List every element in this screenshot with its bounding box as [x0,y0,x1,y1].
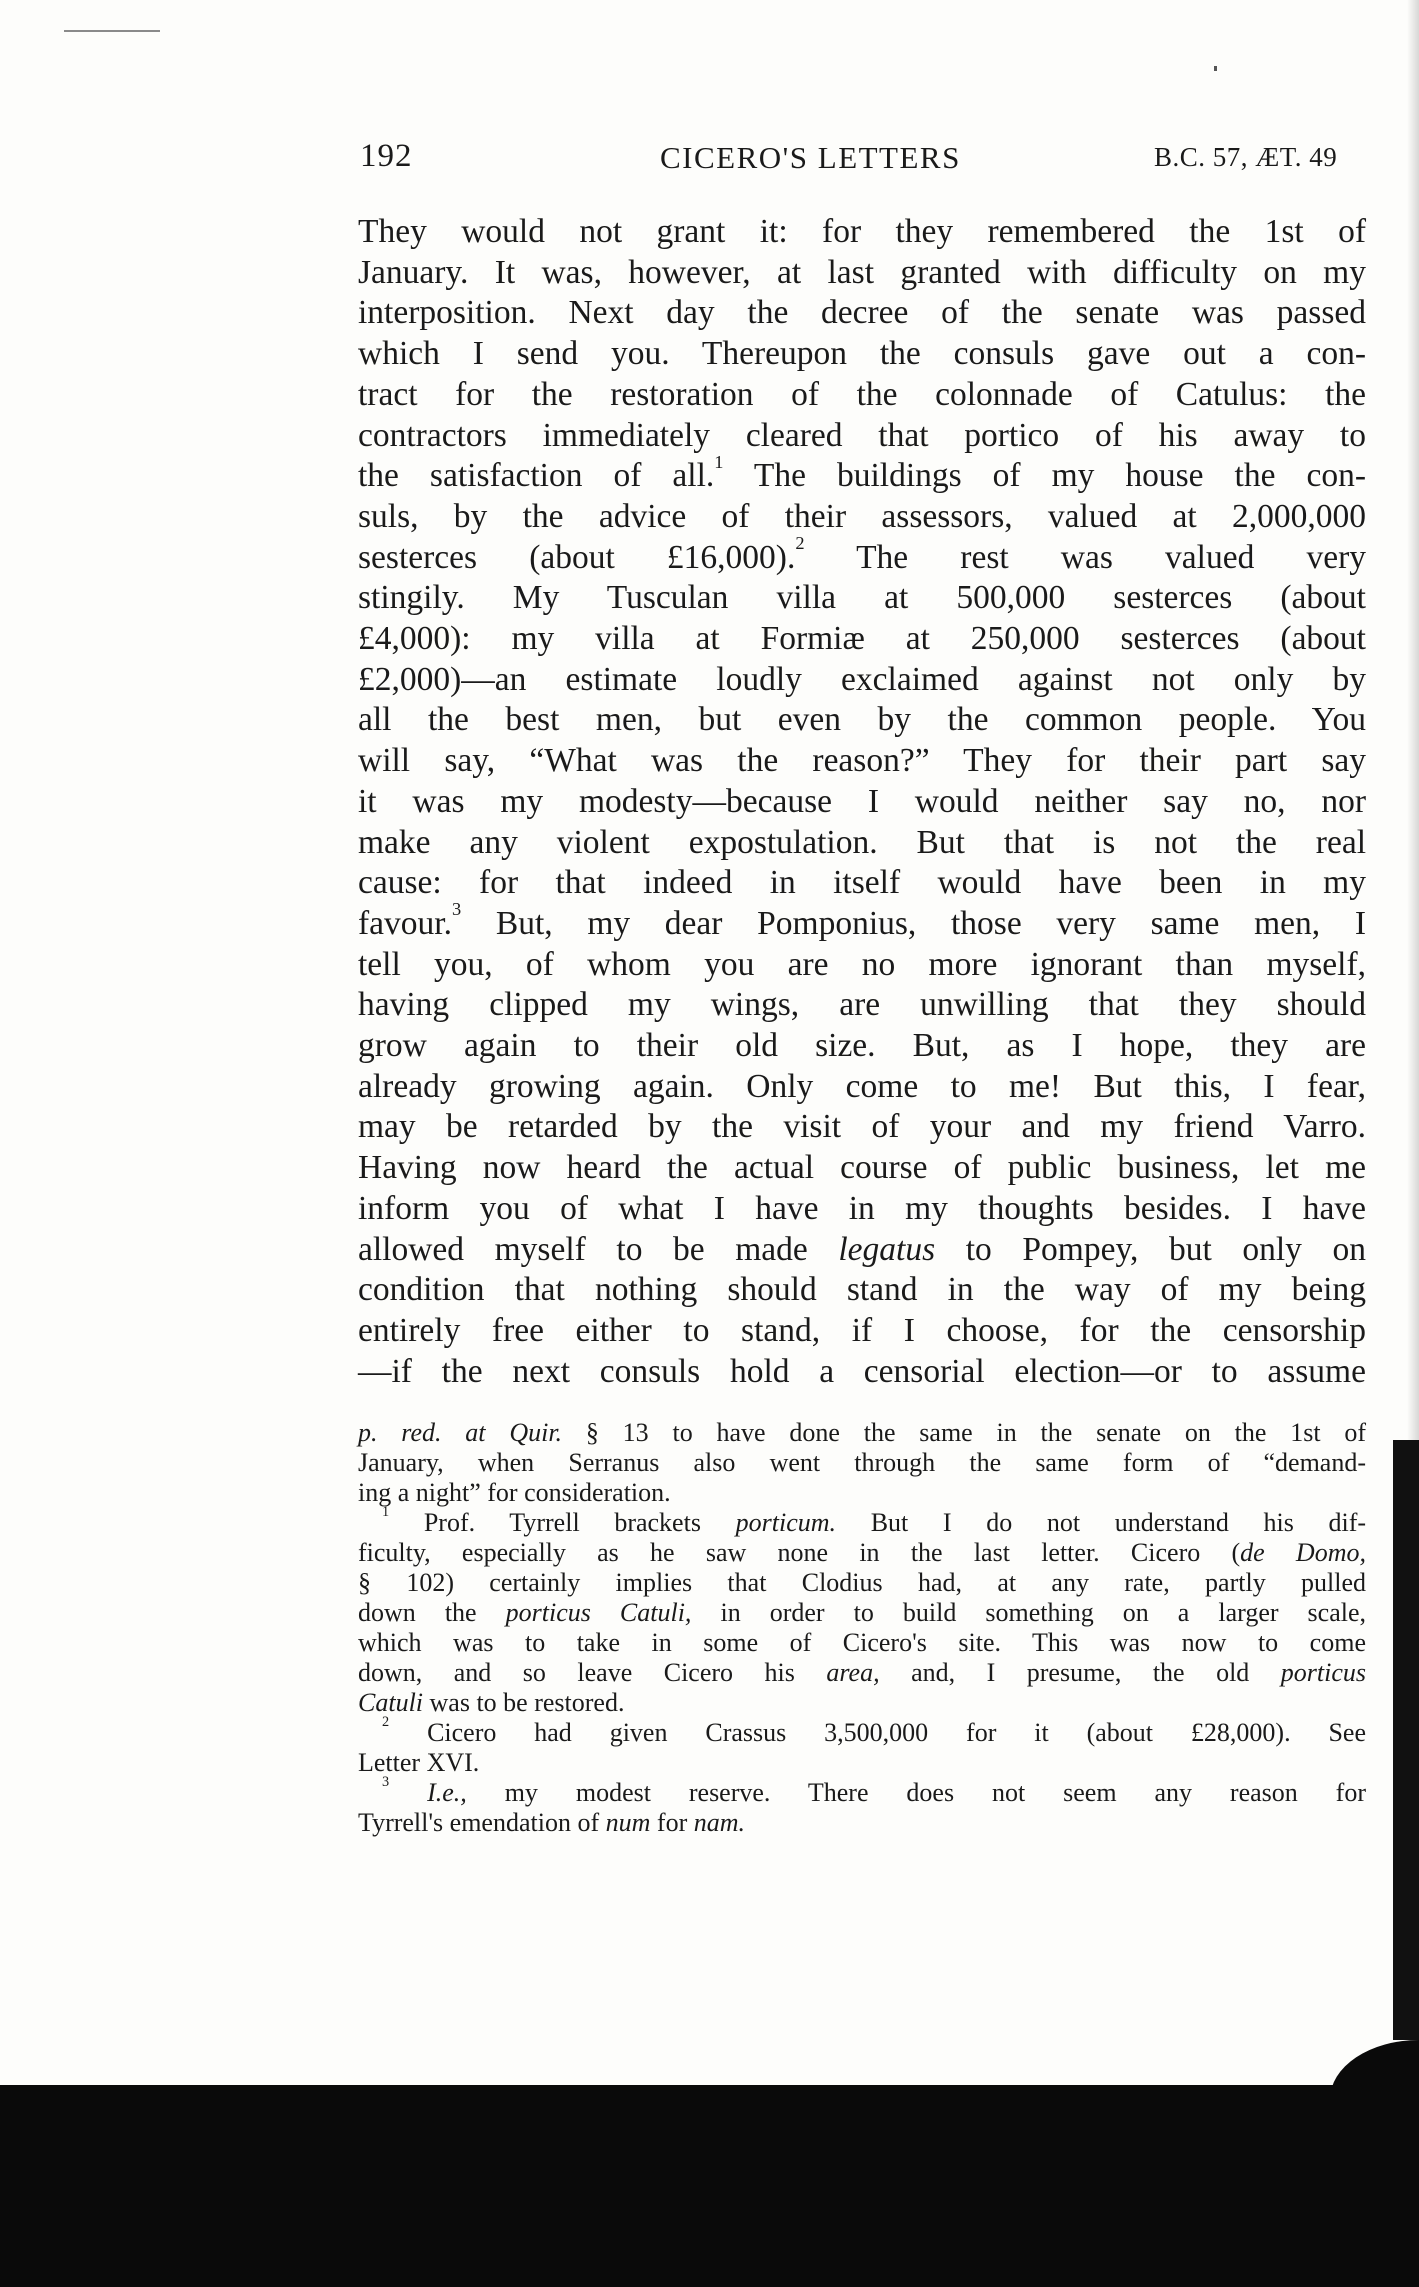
text-fragment: down, and so leave Cicero his [358,1658,795,1687]
text-line: grow again to their old size. But, as I hope, they are [358,1027,1366,1065]
footnote-line: which was to take in some of Cicero's site. This was now to come [358,1628,1366,1657]
book-title: CICERO'S LETTERS [660,140,961,175]
text-fragment: The rest was valued very [856,538,1367,576]
text-line: which I send you. Thereupon the consuls gave out a con- [358,335,1366,373]
text-fragment: favour. [358,904,452,942]
running-header [360,138,1400,184]
text-fragment: and, I presume, the old [911,1658,1250,1687]
footnote-marker: 3 [382,1774,390,1791]
footnote-line [358,1774,1366,1808]
footnote-continued [358,1418,1366,1508]
text-line [358,899,1366,945]
text-line [358,1230,1366,1271]
footnote-1 [358,1504,1367,1718]
text-line: condition that nothing should stand in the way of my being [358,1271,1366,1309]
text-fragment: sesterces (about £16,000). [358,538,796,576]
footnote-marker: 1 [382,1504,390,1521]
italic-term: porticus [1280,1658,1367,1687]
italic-term: num [605,1808,651,1837]
text-line: it was my modesty—because I would neither say no, nor [358,782,1366,820]
text-line: already growing again. Only come to me! But this, I fear, [358,1067,1366,1105]
footnote-line [358,1714,1367,1748]
main-text [358,212,1366,1392]
italic-term: porticus Catuli, [505,1598,692,1627]
text-fragment: But I do not understand his dif- [870,1508,1367,1537]
text-fragment: the satisfaction of all. [358,457,715,495]
scan-edge-bar [1393,1440,1419,2040]
text-fragment: The buildings of my house the con- [753,457,1366,495]
text-line: tract for the restoration of the colonnade of Catulus: the [358,375,1366,413]
footnote-marker: 2 [382,1714,390,1731]
footnote-line: ing a night” for consideration. [358,1478,671,1507]
text-line: make any violent expostulation. But that is not the real [358,823,1366,861]
italic-term: de Domo, [1240,1538,1366,1567]
text-line: £4,000): my villa at Formiæ at 250,000 sesterces (about [358,620,1366,658]
text-line: £2,000)—an estimate loudly exclaimed against not only by [358,660,1366,698]
text-line: will say, “What was the reason?” They for their part say [358,742,1366,780]
italic-term: p. red. at Quir. [358,1418,563,1447]
footnote-line [358,1598,1366,1628]
text-line: tell you, of whom you are no more ignorant than myself, [358,945,1366,983]
text-line: interposition. Next day the decree of the senate was passed [358,294,1366,332]
text-line: contractors immediately cleared that portico of his away to [358,416,1366,454]
text-fragment: But, my dear Pomponius, those very same men, I [495,904,1366,942]
footnote-line [358,1504,1367,1538]
footnote-2 [358,1714,1367,1778]
footnote-ref: 3 [451,899,462,920]
text-line: cause: for that indeed in itself would have been in my [358,864,1366,902]
text-line: may be retarded by the visit of your and my friend Varro. [358,1108,1366,1146]
text-line: —if the next consuls hold a censorial election—or to assume [358,1352,1366,1390]
text-line [358,533,1367,579]
text-line: Having now heard the actual course of public business, let me [358,1149,1366,1187]
text-line: They would not grant it: for they remembered the 1st of [358,213,1366,250]
text-fragment: was to be restored. [429,1688,625,1717]
footnote-line [358,1688,1366,1718]
italic-term: Catuli [358,1688,424,1717]
ink-speck [1214,66,1217,71]
text-fragment: for [656,1808,688,1837]
text-fragment: Prof. Tyrrell brackets [423,1508,701,1537]
date-reference: B.C. 57, ÆT. 49 [1154,142,1338,172]
text-fragment: Cicero had given Crassus 3,500,000 for it (about £28,000). See [427,1718,1367,1747]
text-fragment: in order to build something on a larger scale, [720,1598,1367,1627]
text-line: all the best men, but even by the common people. You [358,701,1366,739]
footnote-line [358,1418,1366,1448]
italic-term: area, [826,1658,880,1687]
italic-term: porticum. [735,1508,837,1537]
text-line: entirely free either to stand, if I choose, for the censorship [358,1311,1366,1349]
text-fragment: allowed myself to be made [358,1230,808,1268]
footnote-line [358,1808,1366,1838]
page-number: 192 [360,138,413,174]
text-fragment: to Pompey, but only on [965,1230,1367,1268]
footnote-line [358,1538,1366,1568]
text-fragment: down the [358,1598,477,1627]
text-fragment: ficulty, especially as he saw none in the last letter. Cicero ( [358,1538,1241,1567]
text-fragment: § 13 to have done the same in the senate on the 1st of [585,1418,1367,1447]
footnote-line: § 102) certainly implies that Clodius had, at any rate, partly pulled [358,1568,1366,1597]
text-line: stingily. My Tusculan villa at 500,000 sesterces (about [358,579,1366,617]
text-line: January. It was, however, at last granted with difficulty on my [358,253,1366,291]
scan-bottom-border [0,2085,1419,2287]
italic-term: nam. [693,1808,746,1837]
text-line: suls, by the advice of their assessors, valued at 2,000,000 [358,497,1366,535]
text-line: inform you of what I have in my thoughts besides. I have [358,1189,1366,1227]
text-fragment: my modest reserve. There does not seem any reason for [504,1778,1366,1807]
text-line: having clipped my wings, are unwilling that they should [358,986,1366,1024]
footnote-ref: 1 [714,451,724,472]
footnote-ref: 2 [795,533,805,554]
italic-term: I.e., [427,1778,467,1807]
footnote-line: Letter XVI. [358,1748,480,1777]
text-fragment: Tyrrell's emendation of [358,1808,600,1837]
footnote-line [358,1658,1366,1688]
italic-term: legatus [838,1230,936,1268]
footnote-3 [358,1774,1366,1838]
footnote-line: January, when Serranus also went through the same form of “demand- [358,1448,1366,1477]
text-line [358,451,1366,497]
footnotes [358,1418,1366,1838]
corner-mark [64,30,160,32]
